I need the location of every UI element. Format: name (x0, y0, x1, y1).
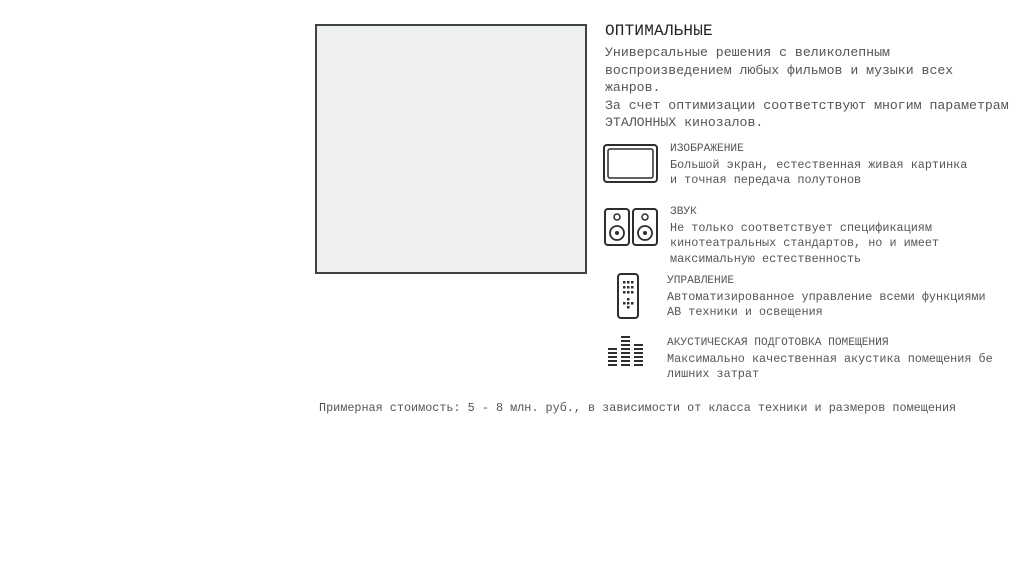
feature-text: Максимально качественная акустика помещения бе лишних затрат (667, 351, 993, 381)
monitor-icon (603, 144, 658, 184)
equalizer-icon (607, 334, 645, 368)
remote-control-icon (617, 273, 639, 319)
feature-control (667, 274, 986, 321)
section-title: ОПТИМАЛЬНЫЕ (605, 22, 713, 40)
feature-text: Большой экран, естественная живая картинка и точная передача полутонов (670, 157, 968, 187)
price-note: Примерная стоимость: 5 - 8 млн. руб., в зависимости от класса техники и размеров помещения (319, 401, 957, 415)
intro-text (605, 44, 1015, 132)
feature-acoustics (667, 336, 1024, 383)
speakers-icon (604, 208, 659, 248)
feature-text: Не только соответствует спецификациям кинотеатральных стандартов, но и имеет максимальную естественность (670, 220, 940, 266)
feature-image (670, 142, 967, 189)
intro-paragraph-1: Универсальные решения с великолепным воспроизведением любых фильмов и музыки всех жанров. (605, 45, 954, 96)
feature-title: ИЗОБРАЖЕНИЕ (670, 143, 744, 155)
feature-title: АКУСТИЧЕСКАЯ ПОДГОТОВКА ПОМЕЩЕНИЯ (667, 337, 889, 349)
photo-placeholder (315, 24, 587, 274)
feature-text: Автоматизированное управление всеми функциями АВ техники и освещения (667, 289, 986, 319)
intro-paragraph-2: За счет оптимизации соответствуют многим параметрам ЭТАЛОННЫХ кинозалов. (605, 97, 1009, 131)
feature-sound (670, 205, 939, 267)
feature-title: ЗВУК (670, 206, 697, 218)
feature-title: УПРАВЛЕНИЕ (667, 275, 735, 287)
